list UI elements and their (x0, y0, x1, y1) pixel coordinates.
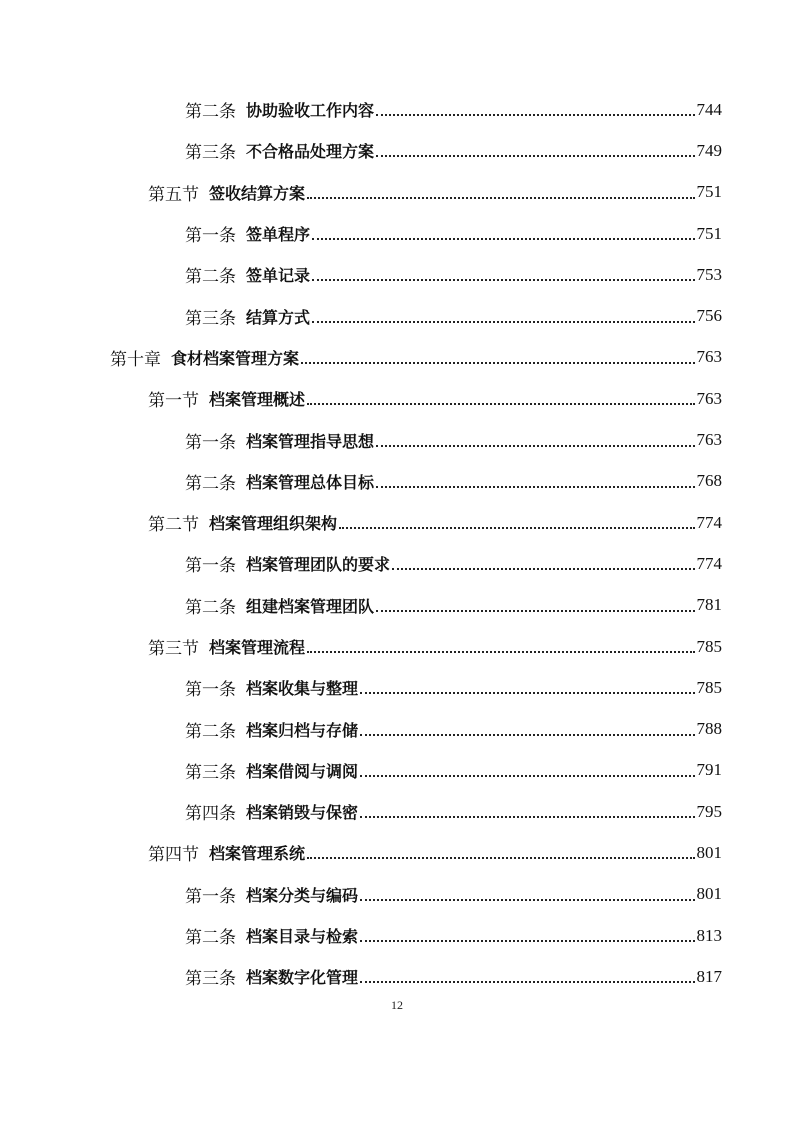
toc-entry-number: 第一条 (185, 556, 236, 576)
toc-entry[interactable] (0, 667, 794, 708)
toc-entry-number: 第三条 (185, 762, 236, 782)
toc-entry-number: 第二条 (185, 267, 236, 287)
toc-entry[interactable] (0, 378, 794, 419)
toc-entry[interactable] (0, 708, 794, 749)
toc-entry-title: 结算方式 (246, 307, 311, 327)
toc-entry-page: 795 (696, 801, 722, 821)
toc-entry-page: 763 (696, 347, 722, 367)
toc-entry-number: 第四节 (148, 845, 199, 865)
toc-entry-page: 753 (696, 264, 722, 284)
toc-dot-leader (360, 758, 694, 777)
toc-entry-title: 档案管理团队的要求 (246, 555, 391, 575)
toc-dot-leader (376, 593, 694, 612)
toc-entry[interactable] (0, 915, 794, 956)
toc-entry-title: 档案管理总体目标 (246, 472, 375, 492)
toc-dot-leader (339, 510, 694, 529)
toc-dot-leader (392, 551, 694, 570)
toc-entry-number: 第二条 (185, 102, 236, 122)
toc-entry-number: 第二条 (185, 473, 236, 493)
toc-entry-page: 801 (696, 842, 722, 862)
toc-entry-page: 791 (696, 760, 722, 780)
toc-entry-title: 签收结算方案 (209, 183, 306, 203)
toc-entry[interactable] (0, 295, 794, 336)
toc-entry-title: 组建档案管理团队 (246, 596, 375, 616)
toc-entry[interactable] (0, 502, 794, 543)
toc-entry-title: 签单记录 (246, 266, 311, 286)
toc-entry-title: 档案目录与检索 (246, 927, 359, 947)
toc-entry-title: 档案管理概述 (209, 390, 306, 410)
toc-dot-leader (360, 799, 694, 818)
toc-entry[interactable] (0, 461, 794, 502)
toc-entry[interactable] (0, 585, 794, 626)
table-of-contents (0, 89, 794, 998)
toc-dot-leader (360, 964, 694, 983)
toc-entry-page: 763 (696, 430, 722, 450)
toc-dot-leader (360, 717, 694, 736)
toc-entry-page: 788 (696, 719, 722, 739)
toc-dot-leader (376, 469, 694, 488)
toc-entry[interactable] (0, 254, 794, 295)
toc-dot-leader (312, 304, 694, 323)
toc-dot-leader (376, 97, 694, 116)
toc-entry-page: 817 (696, 966, 722, 986)
toc-dot-leader (376, 138, 694, 157)
toc-entry-number: 第一条 (185, 886, 236, 906)
toc-entry-title: 档案收集与整理 (246, 679, 359, 699)
toc-entry-page: 749 (696, 140, 722, 160)
toc-entry-number: 第二条 (185, 928, 236, 948)
toc-entry-number: 第二节 (148, 515, 199, 535)
toc-entry[interactable] (0, 874, 794, 915)
toc-entry-number: 第一节 (148, 391, 199, 411)
toc-entry[interactable] (0, 956, 794, 997)
toc-entry-page: 774 (696, 512, 722, 532)
toc-entry[interactable] (0, 213, 794, 254)
toc-entry-page: 785 (696, 677, 722, 697)
toc-dot-leader (307, 180, 694, 199)
toc-dot-leader (312, 262, 694, 281)
toc-entry-title: 签单程序 (246, 225, 311, 245)
toc-dot-leader (360, 923, 694, 942)
toc-entry-page: 785 (696, 636, 722, 656)
toc-entry-number: 第三条 (185, 308, 236, 328)
toc-entry-page: 813 (696, 925, 722, 945)
toc-entry-title: 档案管理流程 (209, 638, 306, 657)
toc-entry-number: 第二条 (185, 597, 236, 617)
toc-entry-title: 档案数字化管理 (246, 968, 359, 988)
toc-entry-number: 第一条 (185, 226, 236, 246)
toc-dot-leader (307, 840, 694, 859)
toc-entry[interactable] (0, 419, 794, 460)
toc-entry-number: 第四条 (185, 804, 236, 824)
toc-dot-leader (301, 345, 694, 364)
toc-entry-number: 第十章 (110, 349, 161, 369)
toc-entry-title: 协助验收工作内容 (246, 101, 375, 121)
toc-entry-page: 774 (696, 553, 722, 573)
toc-entry-title: 食材档案管理方案 (171, 348, 300, 368)
toc-entry-title: 档案借阅与调阅 (246, 761, 359, 781)
toc-entry-number: 第二条 (185, 721, 236, 741)
toc-entry-page: 768 (696, 471, 722, 491)
toc-entry-number: 第三条 (185, 969, 236, 989)
toc-entry-page: 763 (696, 388, 722, 408)
toc-entry[interactable] (0, 750, 794, 791)
toc-entry-page: 756 (696, 306, 722, 326)
toc-entry[interactable] (0, 626, 794, 667)
toc-entry-number: 第一条 (185, 432, 236, 452)
toc-entry[interactable] (0, 130, 794, 171)
toc-entry[interactable] (0, 89, 794, 130)
toc-entry-number: 第五节 (148, 184, 199, 204)
toc-entry[interactable] (0, 832, 794, 873)
toc-entry-title: 档案管理组织架构 (209, 514, 338, 534)
toc-entry-title: 档案管理指导思想 (246, 431, 375, 451)
toc-entry-number: 第三节 (148, 639, 199, 658)
toc-entry-page: 801 (696, 884, 722, 904)
toc-dot-leader (307, 634, 694, 653)
toc-entry[interactable] (0, 543, 794, 584)
toc-entry-page: 751 (696, 223, 722, 243)
page-number: 12 (391, 998, 403, 1012)
toc-entry-title: 不合格品处理方案 (246, 142, 375, 162)
toc-dot-leader (307, 386, 694, 405)
toc-entry-number: 第一条 (185, 680, 236, 700)
toc-dot-leader (312, 221, 694, 240)
toc-entry-page: 751 (696, 182, 722, 202)
toc-entry-title: 档案销毁与保密 (246, 803, 359, 823)
toc-entry-title: 档案管理系统 (209, 844, 306, 864)
toc-entry-page: 744 (696, 99, 722, 119)
toc-dot-leader (360, 882, 694, 901)
toc-entry-page: 781 (696, 595, 722, 615)
toc-entry[interactable] (0, 172, 794, 213)
toc-entry-title: 档案分类与编码 (246, 885, 359, 905)
toc-entry[interactable] (0, 791, 794, 832)
toc-entry-number: 第三条 (185, 143, 236, 163)
toc-entry-title: 档案归档与存储 (246, 720, 359, 740)
toc-dot-leader (376, 428, 694, 447)
toc-dot-leader (360, 675, 694, 694)
toc-entry[interactable] (0, 337, 794, 378)
